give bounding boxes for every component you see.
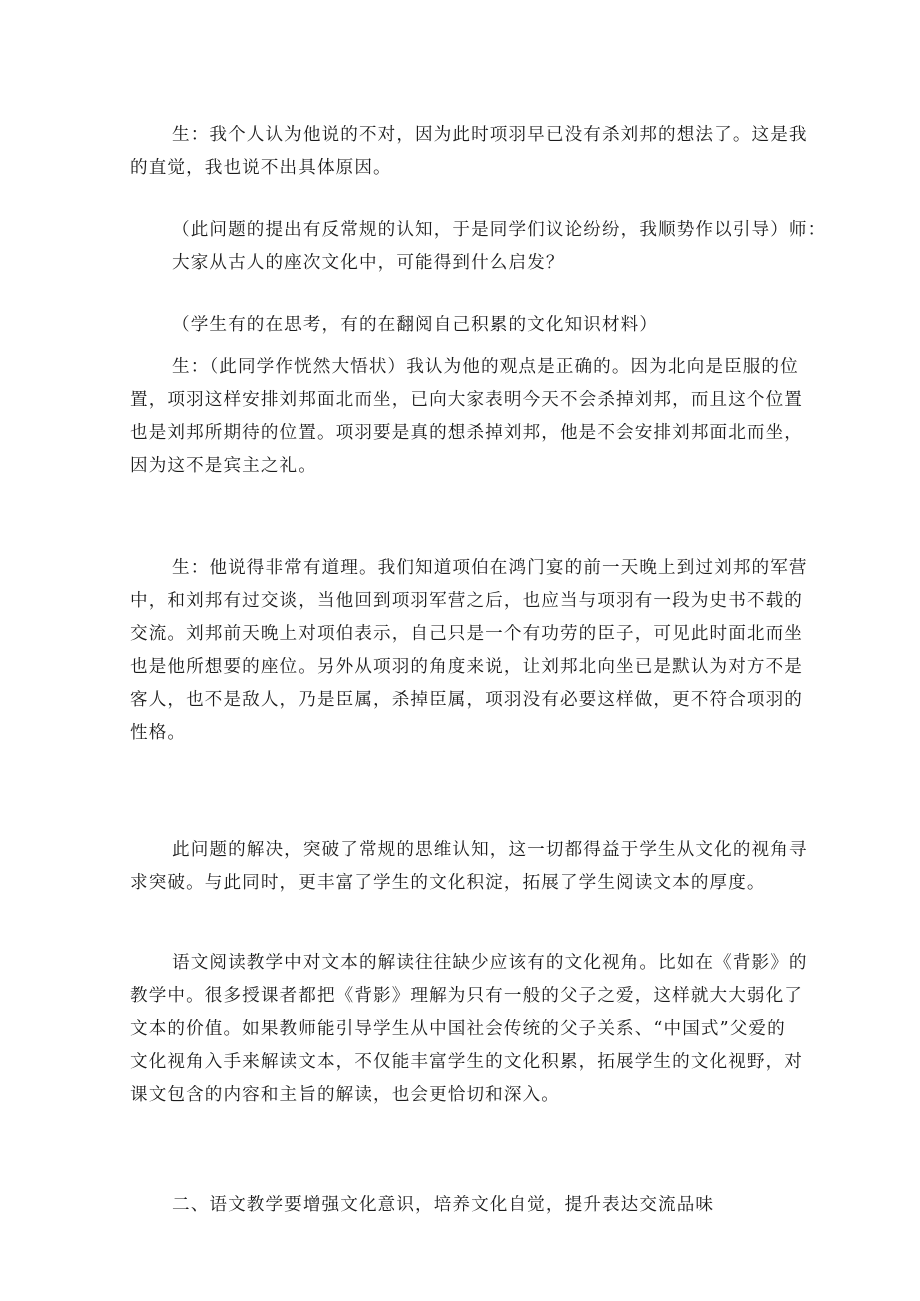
section-heading-2 [130, 1189, 810, 1222]
text-line: 也是刘邦所期待的位置。项羽要是真的想杀掉刘邦，他是不会安排刘邦面北而坐， [130, 423, 803, 443]
text-line: 二、语文教学要增强文化意识，培养文化自觉，提升表达交流品味 [172, 1195, 715, 1215]
text-line: 语文阅读教学中对文本的解读往往缺少应该有的文化视角。比如在《背影》的 [172, 953, 808, 973]
text-line: 此问题的解决，突破了常规的思维认知，这一切都得益于学生从文化的视角寻 [172, 840, 808, 860]
text-line: 教学中。很多授课者都把《背影》理解为只有一般的父子之爱，这样就大大弱化了 [130, 986, 803, 1006]
text-line: 因为这不是宾主之礼。 [130, 456, 317, 476]
text-line: （学生有的在思考，有的在翻阅自己积累的文化知识材料） [172, 315, 659, 335]
text-line: 性格。 [130, 723, 187, 743]
text-line: 客人，也不是敌人，乃是臣属，杀掉臣属，项羽没有必要这样做，更不符合项羽的 [130, 690, 803, 710]
paragraph-student-2 [130, 351, 810, 483]
text-line: （此问题的提出有反常规的认知，于是同学们议论纷纷，我顺势作以引导）师： [172, 220, 827, 240]
paragraph-reading-teaching [130, 947, 810, 1112]
text-line: 文化视角入手来解读文本，不仅能丰富学生的文化积累，拓展学生的文化视野，对 [130, 1052, 803, 1072]
paragraph-student-1 [130, 119, 810, 185]
text-line: 置，项羽这样安排刘邦面北而坐，已向大家表明今天不会杀掉刘邦，而且这个位置 [130, 390, 803, 410]
paragraph-teacher-prompt [130, 214, 827, 280]
text-line: 也是他所想要的座位。另外从项羽的角度来说，让刘邦北向坐已是默认为对方不是 [130, 657, 803, 677]
text-line: 生：他说得非常有道理。我们知道项伯在鸿门宴的前一天晚上到过刘邦的军营 [172, 558, 808, 578]
text-line: 文本的价值。如果教师能引导学生从中国社会传统的父子关系、“中国式”父爱的 [130, 1019, 786, 1039]
text-line: 中，和刘邦有过交谈，当他回到项羽军营之后，也应当与项羽有一段为史书不载的 [130, 591, 803, 611]
paragraph-analysis [130, 834, 810, 900]
paragraph-student-action [130, 309, 810, 342]
text-line: 求突破。与此同时，更丰富了学生的文化积淀，拓展了学生阅读文本的厚度。 [130, 873, 766, 893]
text-line: 生：我个人认为他说的不对，因为此时项羽早已没有杀刘邦的想法了。这是我 [172, 125, 808, 145]
text-line: 交流。刘邦前天晚上对项伯表示，自己只是一个有功劳的臣子，可见此时面北而坐 [130, 624, 803, 644]
text-line: 大家从古人的座次文化中，可能得到什么启发？ [172, 253, 565, 273]
text-line: 的直觉，我也说不出具体原因。 [130, 158, 392, 178]
text-line: 课文包含的内容和主旨的解读，也会更恰切和深入。 [130, 1085, 560, 1105]
paragraph-student-3 [130, 552, 810, 750]
text-line: 生：（此同学作恍然大悟状）我认为他的观点是正确的。因为北向是臣服的位 [172, 357, 799, 377]
